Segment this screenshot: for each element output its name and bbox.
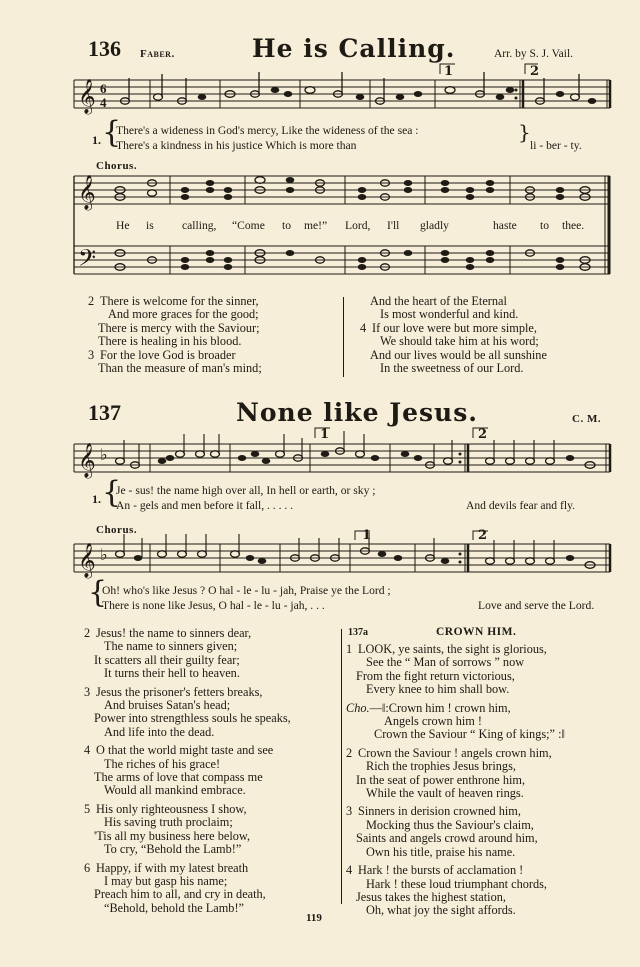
ending-1-mark: 1 — [320, 427, 330, 442]
chorus-word: He — [116, 219, 130, 232]
verse-line: Mocking thus the Saviour's claim, — [366, 817, 534, 832]
chorus-line: Oh! who's like Jesus ? O hal - le - lu - jah, Praise ye the Lord ; — [102, 584, 391, 597]
verse-line: “Behold, behold the Lamb!” — [104, 900, 245, 915]
verse-number: 2 — [88, 294, 95, 308]
verse-line: It turns their hell to heaven. — [104, 666, 240, 681]
cho-label: Cho. — [346, 700, 370, 715]
verse-line: Rich the trophies Jesus brings, — [366, 759, 516, 774]
verse-line: There is mercy with the Saviour; — [98, 320, 260, 335]
verse-line: The arms of love that compass me — [94, 770, 263, 785]
page-number: 119 — [306, 912, 322, 924]
verse-number: 6 — [84, 860, 91, 875]
chorus-word: “Come — [232, 219, 265, 232]
chorus-word: I'll — [387, 219, 400, 232]
verse-line: Oh, what joy the sight affords. — [366, 903, 516, 918]
svg-text:6: 6 — [100, 81, 107, 96]
svg-text:𝄢: 𝄢 — [78, 244, 97, 277]
column-divider — [343, 297, 344, 377]
verse-line: Jesus! the name to sinners dear, — [96, 626, 252, 640]
ending-2-mark: 2 — [478, 528, 488, 543]
chorus-label: Chorus. — [96, 160, 138, 172]
verse-block-right — [346, 643, 565, 918]
ending-1-mark: 1 — [444, 64, 454, 79]
verse-block-right — [360, 295, 547, 375]
verse-line: And more graces for the good; — [108, 307, 259, 322]
verse-line: His only righteousness I show, — [96, 801, 247, 816]
chorus-label: Chorus. — [96, 524, 138, 536]
verse-line: Saints and angels crowd around him, — [356, 831, 538, 846]
chorus-word: gladly — [420, 219, 449, 232]
arranger: Arr. by S. J. Vail. — [494, 48, 574, 60]
lyric-line: Je - sus! the name high over all, In hell or earth, or sky ; — [116, 484, 376, 497]
svg-text:𝄞: 𝄞 — [78, 443, 96, 478]
verse-line: There is healing in his blood. — [98, 334, 242, 349]
verse-line: Hark ! these loud triumphant chords, — [366, 876, 547, 891]
verse-number: 2 — [346, 745, 353, 760]
verse-line: 'Tis all my business here below, — [94, 828, 251, 843]
verse-line: O that the world might taste and see — [96, 743, 274, 758]
verse-number: 3 — [88, 347, 95, 362]
verse-marker: 1. — [92, 492, 101, 506]
verse-number: 1 — [346, 642, 353, 656]
verse-line: While the vault of heaven rings. — [366, 786, 524, 801]
lyric-line-ending: And devils fear and fly. — [466, 499, 576, 512]
verse-line: Power into strengthless souls he speaks, — [94, 711, 291, 726]
verse-number: 5 — [84, 801, 91, 816]
verse-line: Angels crown him ! — [384, 714, 483, 729]
lyric-brace: { — [102, 115, 122, 150]
chorus-word: thee. — [562, 219, 585, 232]
verse-line: Jesus takes the highest station, — [356, 889, 506, 904]
verse-line: In the seat of power enthrone him, — [356, 772, 526, 787]
svg-text:𝄞: 𝄞 — [78, 543, 96, 578]
verse-line: His saving truth proclaim; — [104, 815, 233, 830]
verse-line: And the heart of the Eternal — [370, 294, 507, 308]
verse-line: —‖:Crown him ! crown him, — [369, 700, 511, 715]
lyric-brace: { — [102, 475, 122, 510]
verse-line: For the love God is broader — [100, 347, 236, 362]
chorus-line: There is none like Jesus, O hal - le - lu - jah, . . . — [102, 599, 325, 612]
verse-number: 2 — [84, 626, 91, 640]
hymn-title: He is Calling. — [252, 34, 456, 63]
verse-line: Preach him to all, and cry in death, — [94, 887, 266, 902]
chorus-word: haste — [493, 219, 517, 232]
chorus-line-ending: Love and serve the Lord. — [478, 599, 595, 612]
verse-line: Happy, if with my latest breath — [96, 860, 249, 875]
chorus-word: Lord, — [345, 219, 371, 232]
verse-line: Hark ! the bursts of acclamation ! — [358, 863, 524, 878]
verse-line: And life into the dead. — [104, 724, 215, 739]
chorus-word: to — [540, 219, 550, 232]
hymn-meter: C. M. — [572, 413, 602, 425]
ending-2-mark: 2 — [530, 64, 540, 79]
verse-line: See the “ Man of sorrows ” now — [366, 655, 525, 670]
svg-text:𝄞: 𝄞 — [78, 79, 96, 114]
ending-1-mark: 1 — [362, 528, 372, 543]
verse-block-left — [88, 295, 262, 375]
verse-line: The riches of his grace! — [104, 756, 221, 771]
verse-line: Own his title, praise his name. — [366, 844, 516, 859]
chorus-word: is — [146, 219, 154, 232]
lyric-brace: { — [88, 575, 108, 610]
verse-number: 4 — [360, 320, 367, 335]
verse-line: Crown the Saviour “ King of kings;” :‖ — [374, 727, 565, 742]
verse-line: In the sweetness of our Lord. — [380, 361, 524, 376]
hymn-number-sub: 137a — [348, 627, 368, 638]
verse-line: If our love were but more simple, — [372, 320, 537, 335]
hymn-number: 136 — [88, 36, 121, 61]
lyric-line: An - gels and men before it fall, . . . . . — [116, 499, 294, 512]
verse-marker: 1. — [92, 133, 101, 147]
verse-line: The name to sinners given; — [104, 639, 238, 654]
verse-line: I may but gasp his name; — [104, 873, 228, 888]
verse-number: 4 — [84, 743, 91, 758]
lyric-brace-right: } — [518, 120, 531, 144]
tune-name: Faber. — [140, 48, 175, 60]
column-divider — [341, 629, 342, 904]
hymn-title: None like Jesus. — [236, 398, 479, 427]
verse-line: From the fight return victorious, — [356, 668, 515, 683]
verse-line: Every knee to him shall bow. — [366, 682, 510, 697]
verse-number: 3 — [84, 684, 91, 699]
verse-line: We should take him at his word; — [380, 334, 539, 349]
svg-text:4: 4 — [100, 95, 107, 110]
svg-text:♭: ♭ — [100, 445, 108, 464]
verse-number: 3 — [346, 804, 353, 819]
chorus-word: me!” — [304, 219, 328, 232]
hymn-title-sub: CROWN HIM. — [436, 626, 517, 638]
svg-text:𝄞: 𝄞 — [78, 175, 96, 210]
chorus-word: to — [282, 219, 292, 232]
lyric-line: There's a wideness in God's mercy, Like the wideness of the sea : — [116, 124, 419, 137]
verse-line: And our lives would be all sunshine — [370, 347, 547, 362]
verse-line: Than the measure of man's mind; — [98, 361, 262, 376]
verse-line: It scatters all their guilty fear; — [94, 652, 240, 667]
verse-line: Sinners in derision crowned him, — [358, 804, 521, 819]
verse-line: Crown the Saviour ! angels crown him, — [358, 745, 552, 760]
music-staff — [70, 426, 615, 486]
verse-line: Jesus the prisoner's fetters breaks, — [96, 684, 263, 699]
verse-block-left — [84, 627, 291, 915]
lyric-line-ending: li - ber - ty. — [530, 139, 582, 152]
verse-line: LOOK, ye saints, the sight is glorious, — [358, 642, 547, 656]
ending-2-mark: 2 — [478, 427, 488, 442]
svg-text:♭: ♭ — [100, 545, 108, 564]
verse-number: 4 — [346, 863, 353, 878]
verse-line: There is welcome for the sinner, — [100, 294, 259, 308]
lyric-line: There's a kindness in his justice Which is more than — [116, 139, 357, 152]
hymn-number: 137 — [88, 400, 121, 425]
verse-line: And bruises Satan's head; — [104, 698, 231, 713]
verse-line: To cry, “Behold the Lamb!” — [104, 842, 242, 857]
music-staff — [70, 530, 615, 590]
verse-line: Is most wonderful and kind. — [380, 307, 519, 322]
verse-line: Would all mankind embrace. — [104, 783, 246, 798]
chorus-word: calling, — [182, 219, 217, 232]
